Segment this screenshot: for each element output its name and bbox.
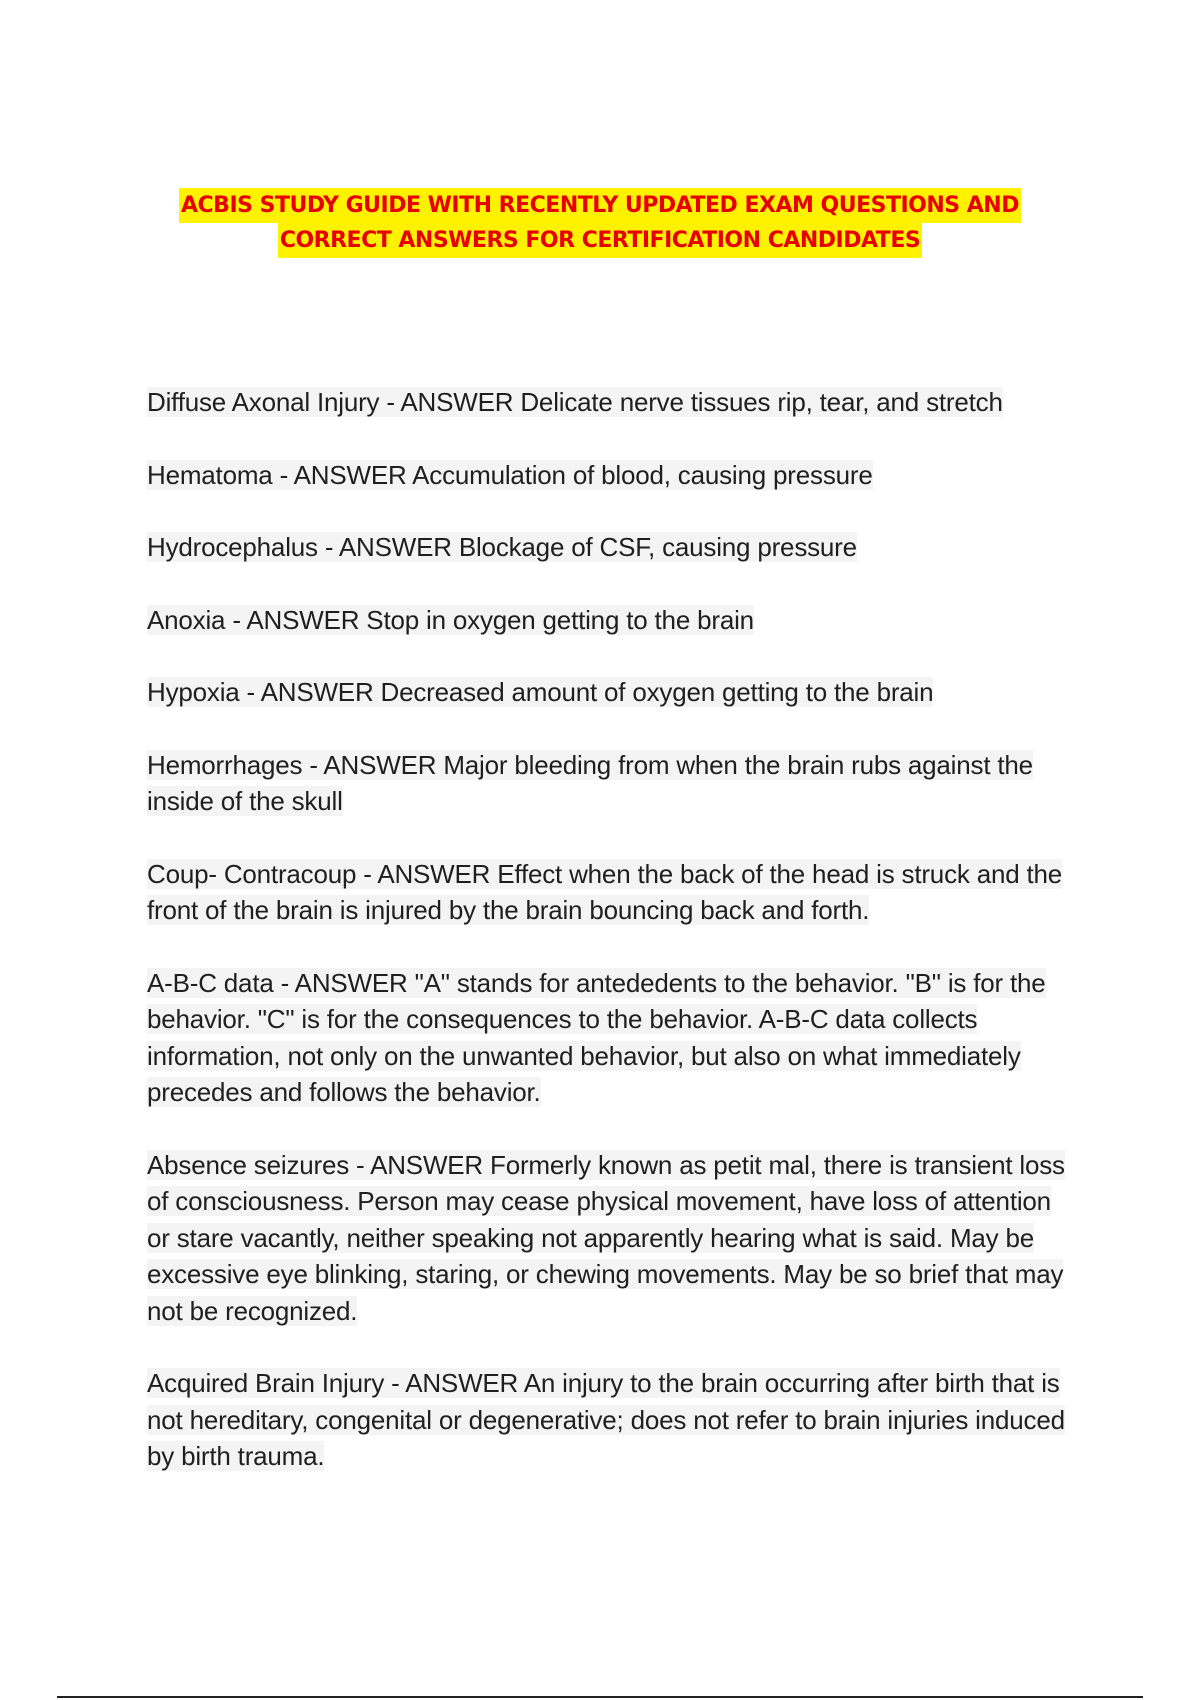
footer-divider [57, 1696, 1143, 1698]
qa-entry [147, 965, 1067, 1111]
qa-entry-text: A-B-C data - ANSWER "A" stands for antededents to the behavior. "B" is for the behavior. "C" is for the consequences to the behavior. A-B-C data collects information, not only on the unwanted behavior, but also on what immediately precedes and follows the behavior. [147, 967, 1046, 1107]
qa-entry-text: Hemorrhages - ANSWER Major bleeding from when the brain rubs against the inside of the skull [147, 749, 1033, 816]
qa-entry [147, 1147, 1067, 1330]
qa-entry [147, 384, 1067, 421]
qa-entry-text: Hematoma - ANSWER Accumulation of blood, causing pressure [147, 459, 873, 490]
qa-entry-text: Coup- Contracoup - ANSWER Effect when the back of the head is struck and the front of the brain is injured by the brain bouncing back and forth. [147, 858, 1063, 925]
title-line-1: ACBIS STUDY GUIDE WITH RECENTLY UPDATED EXAM QUESTIONS AND [179, 188, 1021, 223]
document-title [0, 188, 1200, 258]
qa-entry-text: Anoxia - ANSWER Stop in oxygen getting to the brain [147, 604, 754, 635]
qa-entry-text: Hypoxia - ANSWER Decreased amount of oxygen getting to the brain [147, 677, 934, 707]
qa-entry-text: Acquired Brain Injury - ANSWER An injury to the brain occurring after birth that is not hereditary, congenital or degenerative; does not refer to brain injuries induced by birth trauma. [147, 1368, 1065, 1471]
qa-entry-text: Absence seizures - ANSWER Formerly known as petit mal, there is transient loss of consciousness. Person may cease physical movement, have loss of attention or stare vacantly, neither speaking not apparently hearing what is said. May be excessive eye blinking, staring, or chewing movements. May be so brief that may not be recognized. [147, 1149, 1065, 1326]
qa-entry [147, 457, 1067, 494]
qa-entry-text: Hydrocephalus - ANSWER Blockage of CSF, causing pressure [147, 532, 857, 562]
qa-entry [147, 747, 1067, 820]
qa-entry [147, 856, 1067, 929]
title-line-2: CORRECT ANSWERS FOR CERTIFICATION CANDIDATES [278, 223, 922, 258]
qa-entry [147, 674, 1067, 711]
qa-entry [147, 1365, 1067, 1475]
qa-entry-text: Diffuse Axonal Injury - ANSWER Delicate nerve tissues rip, tear, and stretch [147, 387, 1003, 417]
qa-list [147, 384, 1067, 1511]
qa-entry [147, 529, 1067, 566]
qa-entry [147, 602, 1067, 639]
